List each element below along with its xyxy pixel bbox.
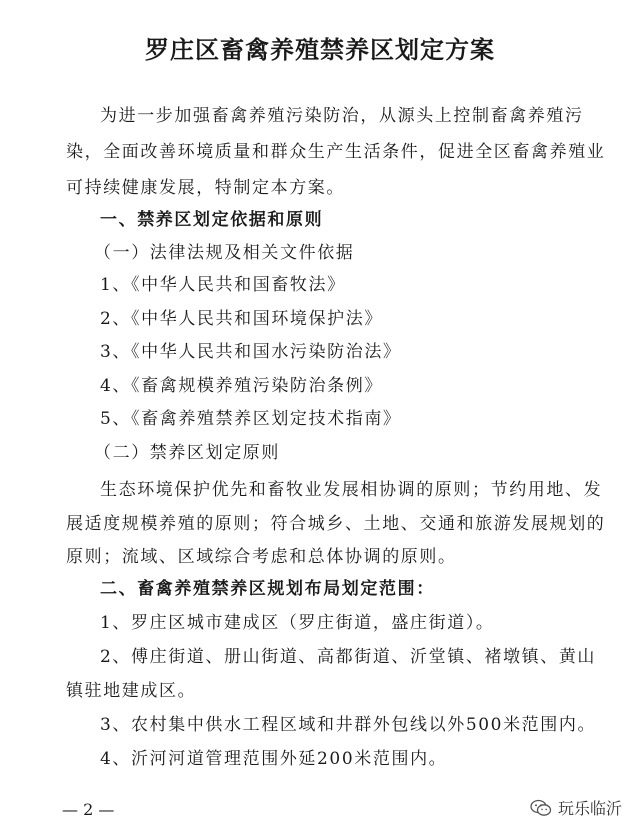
- section-heading: 二、畜禽养殖禁养区规划布局划定范围：: [100, 579, 435, 599]
- list-item: 1、《中华人民共和国畜牧法》: [100, 275, 346, 295]
- list-item: 2、傅庄街道、册山街道、高都街道、沂堂镇、褚墩镇、黄山: [100, 647, 597, 667]
- page-number: — 2 —: [62, 800, 115, 819]
- wechat-icon: [530, 799, 552, 817]
- body-line: 原则；流域、区域综合考虑和总体协调的原则。: [66, 547, 457, 567]
- list-item: 2、《中华人民共和国环境保护法》: [100, 309, 383, 329]
- list-item: 3、农村集中供水工程区域和井群外包线以外500米范围内。: [100, 715, 597, 735]
- subsection-heading: （一）法律法规及相关文件依据: [94, 243, 355, 263]
- document-title: 罗庄区畜禽养殖禁养区划定方案: [145, 35, 495, 64]
- subsection-heading: （二）禁养区划定原则: [94, 443, 280, 463]
- watermark: [530, 796, 622, 819]
- watermark-text: 玩乐临沂: [557, 799, 622, 818]
- list-item: 4、沂河河道管理范围外延200米范围内。: [100, 749, 448, 769]
- list-item: 5、《畜禽养殖禁养区划定技术指南》: [100, 409, 402, 429]
- body-line: 染，全面改善环境质量和群众生产生活条件，促进全区畜禽养殖业: [66, 142, 606, 162]
- list-item: 4、《畜禽规模养殖污染防治条例》: [100, 376, 383, 396]
- section-heading: 一、禁养区划定依据和原则: [100, 210, 324, 230]
- body-line: 可持续健康发展，特制定本方案。: [66, 178, 345, 198]
- body-line: 为进一步加强畜禽养殖污染防治，从源头上控制畜禽养殖污: [100, 106, 584, 126]
- list-item: 1、罗庄区城市建成区（罗庄街道，盛庄街道）。: [100, 613, 495, 633]
- body-line: 生态环境保护优先和畜牧业发展相协调的原则；节约用地、发: [100, 480, 603, 500]
- list-item: 3、《中华人民共和国水污染防治法》: [100, 342, 402, 362]
- body-line: 展适度规模养殖的原则；符合城乡、土地、交通和旅游发展规划的: [66, 514, 606, 534]
- body-line: 镇驻地建成区。: [66, 681, 197, 701]
